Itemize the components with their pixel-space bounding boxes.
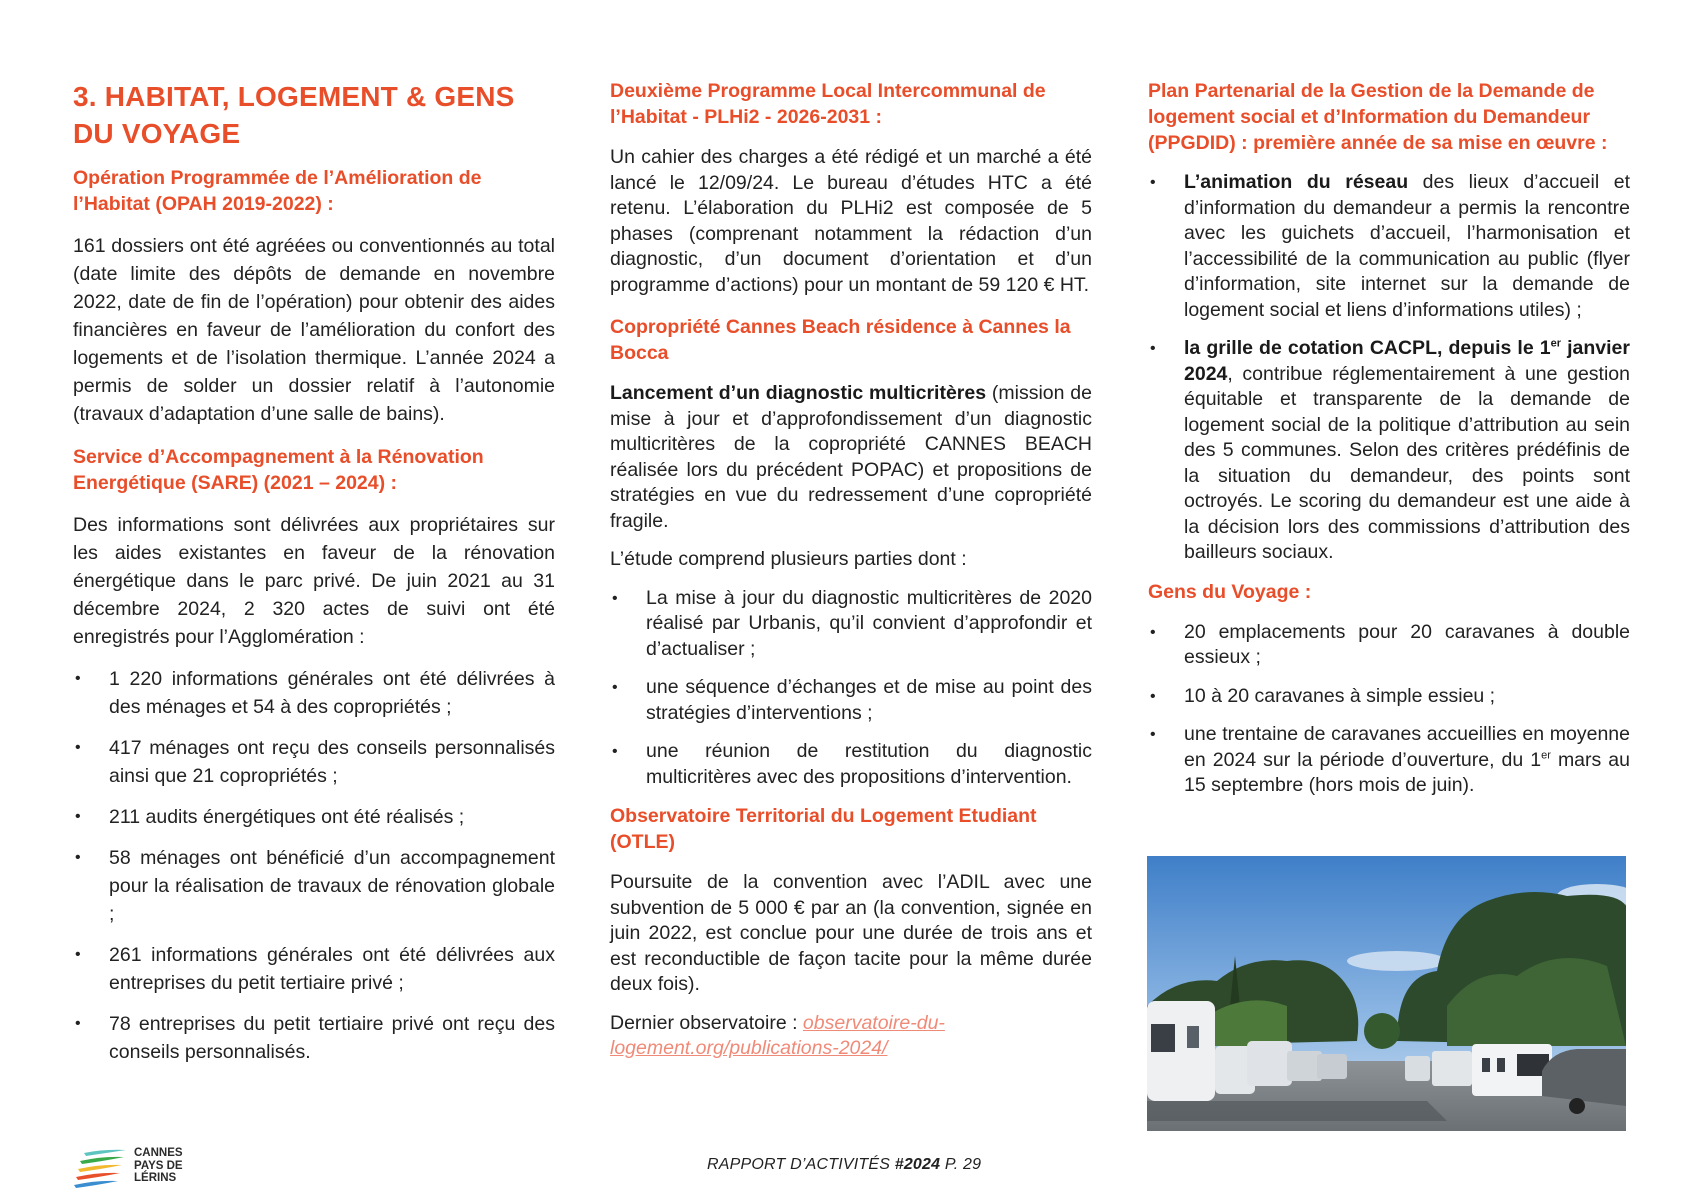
copro-title: Copropriété Cannes Beach résidence à Cannes la Bocca	[610, 316, 1071, 364]
observatoire-link[interactable]: observatoire-du-logement.org/publications-2024/	[610, 1011, 945, 1059]
list-item	[73, 665, 555, 721]
caravan-window	[1187, 1026, 1199, 1048]
sare-list	[73, 665, 555, 1066]
copro-text	[610, 381, 1092, 534]
otle-last-label: Dernier observatoire :	[610, 1011, 803, 1034]
list-item	[73, 803, 555, 831]
ppgdid-list	[1148, 170, 1630, 566]
list-item-bold: L’animation du réseau	[1184, 171, 1409, 193]
list-item	[610, 739, 1092, 790]
bullet-icon: •	[1150, 687, 1156, 705]
list-item-text: des lieux d’accueil et d’information du demandeur a permis la rencontre avec les guichets d’accueil, l’harmonisation et l’accessibilité de la communication au public (flyer d’information, site internet sur la demande de logement social et liens d’informations utiles) ;	[1184, 171, 1630, 321]
caravan	[1432, 1051, 1472, 1086]
opah-title: Opération Programmée de l’Amélioration de l’Habitat (OPAH 2019-2022) :	[73, 167, 482, 215]
bullet-icon: •	[75, 946, 81, 963]
list-item	[73, 1010, 555, 1066]
page-title	[73, 78, 555, 152]
list-item	[1148, 170, 1630, 323]
list-item-text: 261 informations générales ont été délivrées aux entreprises du petit tertiaire privé ;	[109, 944, 555, 994]
list-item-text: une réunion de restitution du diagnostic multicritères avec des propositions d’intervention.	[646, 740, 1092, 788]
list-item-text: , contribue réglementairement à une gestion équitable et transparente de la demande de logement social de la politique d’attribution au sein des 5 communes. Selon des critères prédéfinis de la situation du demandeur, des points sont octroyés. Le scoring du demandeur est une aide à la décision lors des commissions d’attribution des bailleurs sociaux.	[1184, 362, 1630, 563]
bullet-icon: •	[75, 808, 81, 825]
list-item-text: une séquence d’échanges et de mise au point des stratégies d’interventions ;	[646, 676, 1092, 724]
sare-title: Service d’Accompagnement à la Rénovation Energétique (SARE) (2021 – 2024) :	[73, 446, 484, 494]
bullet-icon: •	[75, 670, 81, 687]
bullet-icon: •	[1150, 340, 1156, 357]
list-item-text: 211 audits énergétiques ont été réalisés ;	[109, 806, 465, 828]
caravan-window	[1497, 1058, 1505, 1072]
bullet-icon: •	[612, 679, 618, 696]
van	[1542, 1049, 1626, 1106]
list-item-bold-a: la grille de cotation CACPL, depuis le 1	[1184, 337, 1551, 359]
otle-title: Observatoire Territorial du Logement Etudiant (OTLE)	[610, 805, 1037, 853]
logo-line3: LÉRINS	[134, 1172, 177, 1184]
list-item-text: 10 à 20 caravanes à simple essieu ;	[1184, 684, 1496, 707]
caravan-window	[1482, 1058, 1490, 1072]
shadow	[1147, 1101, 1447, 1121]
page-title-line2: DU VOYAGE	[73, 118, 241, 149]
list-item	[73, 844, 555, 928]
page-footer	[707, 1156, 981, 1174]
list-item-text: 1 220 informations générales ont été délivrées à des ménages et 54 à des copropriétés ;	[109, 668, 555, 718]
list-item	[73, 941, 555, 997]
list-item	[1148, 684, 1630, 710]
middle-column	[610, 78, 1092, 1075]
bullet-icon: •	[75, 1015, 81, 1032]
list-item-text: 58 ménages ont bénéficié d’un accompagnement pour la réalisation de travaux de rénovation globale ;	[109, 847, 555, 925]
cannes-pays-de-lerins-logo	[74, 1147, 204, 1189]
caravan	[1405, 1056, 1430, 1081]
bullet-icon: •	[75, 739, 81, 756]
caravan	[1247, 1041, 1292, 1086]
gdv-title: Gens du Voyage :	[1148, 580, 1312, 603]
list-item	[1148, 336, 1630, 566]
list-item-text: 417 ménages ont reçu des conseils personnalisés ainsi que 21 copropriétés ;	[109, 737, 555, 787]
plhi2-text: Un cahier des charges a été rédigé et un marché a été lancé le 12/09/24. Le bureau d’études HTC a été retenu. L’élaboration du PLHi2 est composée de 5 phases (comprenant notamment la rédaction d’un diagnostic, d’un document d’orientation et d’un programme d’actions) pour un montant de 59 120 € HT.	[610, 146, 1092, 296]
ppgdid-title: Plan Partenarial de la Gestion de la Demande de logement social et d’Information du Demandeur (PPGDID) : première année de sa mise en œuvre :	[1148, 80, 1608, 154]
list-item	[610, 586, 1092, 663]
otle-last	[610, 1011, 1092, 1062]
bullet-icon: •	[612, 589, 618, 607]
bullet-icon: •	[1150, 174, 1156, 191]
cloud	[1347, 951, 1447, 971]
copro-intro: L’étude comprend plusieurs parties dont :	[610, 548, 967, 570]
gdv-list	[1148, 620, 1630, 799]
list-item	[610, 675, 1092, 726]
list-item-bold-b: janvier 2024	[1184, 337, 1630, 385]
report-label: RAPPORT D’ACTIVITÉS	[707, 1156, 895, 1173]
page-title-line1: 3. HABITAT, LOGEMENT & GENS	[73, 81, 515, 112]
right-column	[1148, 78, 1630, 812]
report-year: #2024	[894, 1156, 941, 1173]
caravan	[1317, 1054, 1347, 1079]
page-number: P. 29	[940, 1156, 982, 1173]
copro-list	[610, 586, 1092, 791]
list-item	[1148, 620, 1630, 671]
bullet-icon: •	[612, 743, 618, 760]
list-item-text-b: mars au 15 septembre (hors mois de juin).	[1184, 748, 1630, 796]
otle-text: Poursuite de la convention avec l’ADIL avec une subvention de 5 000 € par an (la convention, signée en juin 2022, est conclue pour une durée de trois ans et est reconductible de façon tacite pour la même durée deux fois).	[610, 871, 1092, 995]
caravan-window	[1151, 1024, 1175, 1052]
plhi2-title: Deuxième Programme Local Intercommunal de l’Habitat - PLHi2 - 2026-2031 :	[610, 80, 1046, 128]
list-item	[1148, 722, 1630, 799]
sare-text: Des informations sont délivrées aux propriétaires sur les aides existantes en faveur de la rénovation énergétique dans le parc privé. De juin 2021 au 31 décembre 2024, 2 320 actes de suivi ont été enregistrés pour l’Agglomération :	[73, 514, 555, 648]
tree-center	[1364, 1013, 1400, 1049]
left-column	[73, 78, 555, 1079]
list-item-text-a: une trentaine de caravanes accueillies en moyenne en 2024 sur la période d’ouverture, du 1	[1184, 723, 1630, 771]
list-item	[73, 734, 555, 790]
caravan	[1287, 1051, 1322, 1081]
copro-bold-lead: Lancement d’un diagnostic multicritères	[610, 382, 987, 404]
bullet-icon: •	[1150, 726, 1156, 743]
ordinal-sup: er	[1541, 749, 1551, 761]
list-item-text: La mise à jour du diagnostic multicritères de 2020 réalisé par Urbanis, qu’il convient d’approfondir et d’actualiser ;	[646, 586, 1092, 660]
van-wheel	[1569, 1098, 1585, 1114]
photo-illustration	[1147, 856, 1626, 1131]
bullet-icon: •	[75, 849, 81, 866]
list-item-text: 20 emplacements pour 20 caravanes à double essieux ;	[1184, 620, 1630, 668]
list-item-text: 78 entreprises du petit tertiaire privé ont reçu des conseils personnalisés.	[109, 1013, 555, 1063]
logo-line1: CANNES	[134, 1147, 183, 1159]
logo-waves-icon	[74, 1147, 130, 1189]
ordinal-sup: er	[1550, 337, 1562, 350]
caravan-site-photo	[1147, 856, 1626, 1131]
logo-line2: PAYS DE	[134, 1159, 183, 1172]
bullet-icon: •	[1150, 623, 1156, 641]
copro-text-body: (mission de mise à jour et d’approfondissement d’un diagnostic multicritères de la copropriété CANNES BEACH réalisée lors du précédent POPAC) et propositions de stratégies en vue du redressement d’une copropriété fragile.	[610, 382, 1092, 532]
opah-text: 161 dossiers ont été agréées ou conventionnés au total (date limite des dépôts de demande en novembre 2022, date de fin de l’opération) pour obtenir des aides financières en faveur de l’amélioration du confort des logements et de l’isolation thermique. L’année 2024 a permis de solder un dossier relatif à l’autonomie (travaux d’adaptation d’une salle de bains).	[73, 235, 555, 425]
logo-text	[134, 1147, 183, 1185]
